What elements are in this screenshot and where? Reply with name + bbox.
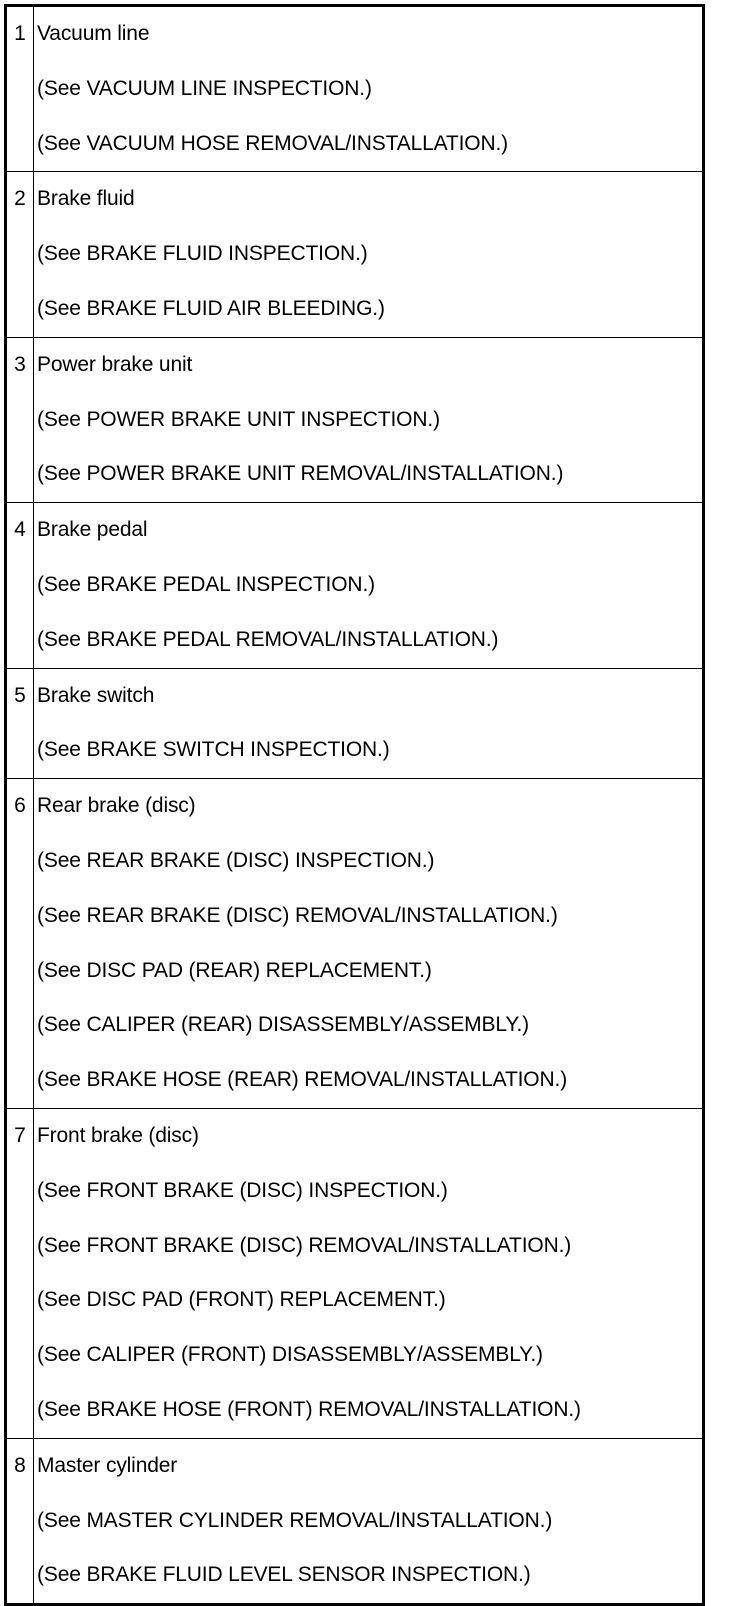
component-row [6,503,704,668]
component-title: Power brake unit [37,352,193,376]
component-details [34,668,704,779]
procedure-reference-link[interactable]: (See CALIPER (FRONT) DISASSEMBLY/ASSEMBLY.) [37,1343,543,1367]
component-number: 1 [6,6,34,172]
component-details [34,6,704,172]
component-row [6,1438,704,1604]
procedure-reference-link[interactable]: (See BRAKE FLUID AIR BLEEDING.) [37,296,385,320]
component-number: 6 [6,779,34,1109]
component-title: Brake pedal [37,518,148,542]
component-title: Vacuum line [37,22,150,45]
procedure-reference-link[interactable]: (See BRAKE HOSE (REAR) REMOVAL/INSTALLATION.) [37,1068,568,1092]
procedure-reference-link[interactable]: (See CALIPER (REAR) DISASSEMBLY/ASSEMBLY.) [37,1013,530,1037]
component-number: 3 [6,337,34,502]
component-details [34,1108,704,1438]
component-title: Rear brake (disc) [37,794,196,818]
procedure-reference-link[interactable]: (See FRONT BRAKE (DISC) INSPECTION.) [37,1178,448,1202]
procedure-reference-link[interactable]: (See POWER BRAKE UNIT REMOVAL/INSTALLATION.) [37,462,564,486]
component-row [6,779,704,1109]
component-title: Brake fluid [37,187,135,211]
component-number: 4 [6,503,34,668]
component-row [6,172,704,337]
component-row [6,337,704,502]
procedure-reference-link[interactable]: (See MASTER CYLINDER REMOVAL/INSTALLATION.) [37,1508,553,1532]
procedure-reference-link[interactable]: (See REAR BRAKE (DISC) REMOVAL/INSTALLATION.) [37,903,558,927]
procedure-reference-link[interactable]: (See REAR BRAKE (DISC) INSPECTION.) [37,848,435,872]
procedure-reference-link[interactable]: (See BRAKE PEDAL INSPECTION.) [37,572,375,596]
component-number: 8 [6,1438,34,1604]
component-reference-table [4,4,705,1606]
component-number: 5 [6,668,34,779]
procedure-reference-link[interactable]: (See BRAKE HOSE (FRONT) REMOVAL/INSTALLATION.) [37,1397,581,1421]
component-row [6,668,704,779]
component-row [6,6,704,172]
component-details [34,172,704,337]
procedure-reference-link[interactable]: (See BRAKE SWITCH INSPECTION.) [37,738,390,762]
component-details [34,779,704,1109]
component-details [34,1438,704,1604]
component-number: 2 [6,172,34,337]
procedure-reference-link[interactable]: (See POWER BRAKE UNIT INSPECTION.) [37,407,440,431]
procedure-reference-link[interactable]: (See BRAKE PEDAL REMOVAL/INSTALLATION.) [37,627,499,651]
component-number: 7 [6,1108,34,1438]
procedure-reference-link[interactable]: (See VACUUM HOSE REMOVAL/INSTALLATION.) [37,131,509,155]
procedure-reference-link[interactable]: (See DISC PAD (FRONT) REPLACEMENT.) [37,1288,446,1312]
component-details [34,503,704,668]
component-title: Brake switch [37,683,155,707]
procedure-reference-link[interactable]: (See DISC PAD (REAR) REPLACEMENT.) [37,958,432,982]
procedure-reference-link[interactable]: (See BRAKE FLUID LEVEL SENSOR INSPECTION.) [37,1563,531,1587]
procedure-reference-link[interactable]: (See BRAKE FLUID INSPECTION.) [37,242,368,266]
procedure-reference-link[interactable]: (See FRONT BRAKE (DISC) REMOVAL/INSTALLATION.) [37,1233,572,1257]
component-title: Master cylinder [37,1453,178,1477]
component-details [34,337,704,502]
component-title: Front brake (disc) [37,1123,199,1147]
procedure-reference-link[interactable]: (See VACUUM LINE INSPECTION.) [37,76,372,100]
reference-table-body [6,6,704,1605]
component-row [6,1108,704,1438]
